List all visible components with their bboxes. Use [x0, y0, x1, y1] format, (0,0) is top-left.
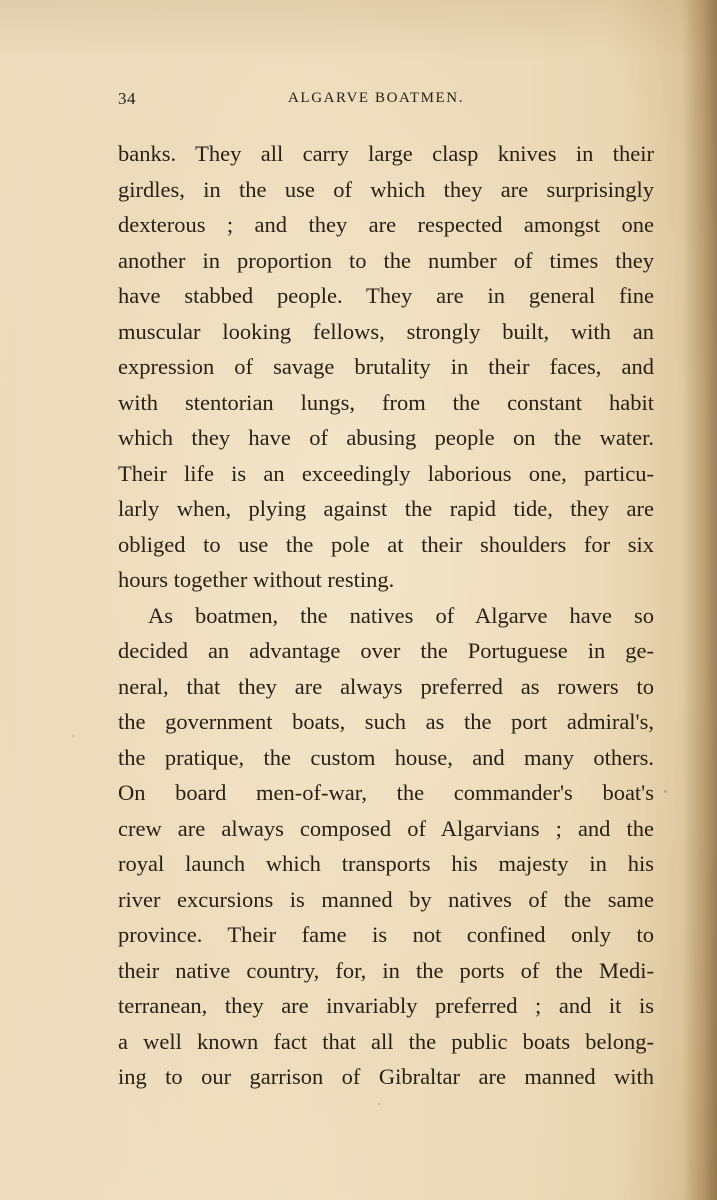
text-line: their native country, for, in the ports of the Medi-	[118, 957, 654, 983]
text-line: with stentorian lungs, from the constant habit	[118, 389, 654, 415]
text-line: crew are always composed of Algarvians ; and the	[118, 815, 654, 841]
text-line: neral, that they are always preferred as rowers to	[118, 673, 654, 699]
text-line: have stabbed people. They are in general fine	[118, 283, 654, 308]
text-line: Their life is an exceedingly laborious one, particu-	[118, 460, 654, 486]
text-line: terranean, they are invariably preferred ; and it is	[118, 993, 654, 1018]
paper-speck	[72, 735, 74, 737]
text-line: royal launch which transports his majesty in his	[118, 851, 654, 876]
paper-speck	[378, 1103, 380, 1105]
text-line: banks. They all carry large clasp knives in their	[118, 141, 654, 166]
text-line: hours together without resting.	[118, 567, 395, 592]
text-line: dexterous ; and they are respected amongst one	[118, 212, 654, 237]
text-line: ing to our garrison of Gibraltar are manned with	[118, 1064, 654, 1089]
text-line: decided an advantage over the Portuguese in ge-	[118, 638, 654, 663]
text-line: the pratique, the custom house, and many others.	[118, 744, 654, 770]
page-number: 34	[118, 89, 136, 108]
text-line: another in proportion to the number of times they	[118, 247, 654, 273]
text-line: On board men-of-war, the commander's boat's	[118, 780, 654, 805]
text-line: which they have of abusing people on the water.	[118, 425, 654, 450]
text-line: province. Their fame is not confined only to	[118, 922, 654, 947]
paper-speck	[664, 790, 667, 793]
text-line: girdles, in the use of which they are surprisingly	[118, 176, 654, 202]
text-line: muscular looking fellows, strongly built, with an	[118, 318, 654, 344]
text-line: obliged to use the pole at their shoulders for six	[118, 531, 654, 557]
body-text	[118, 136, 654, 1095]
text-line: river excursions is manned by natives of the same	[118, 886, 654, 912]
text-line: As boatmen, the natives of Algarve have so	[148, 602, 654, 628]
running-title: ALGARVE BOATMEN.	[288, 90, 465, 106]
text-line: larly when, plying against the rapid tide, they are	[118, 496, 654, 521]
text-line: the government boats, such as the port admiral's,	[118, 709, 654, 734]
text-line: a well known fact that all the public boats belong-	[118, 1028, 654, 1054]
text-line: expression of savage brutality in their faces, and	[118, 354, 654, 379]
running-header	[118, 89, 654, 113]
